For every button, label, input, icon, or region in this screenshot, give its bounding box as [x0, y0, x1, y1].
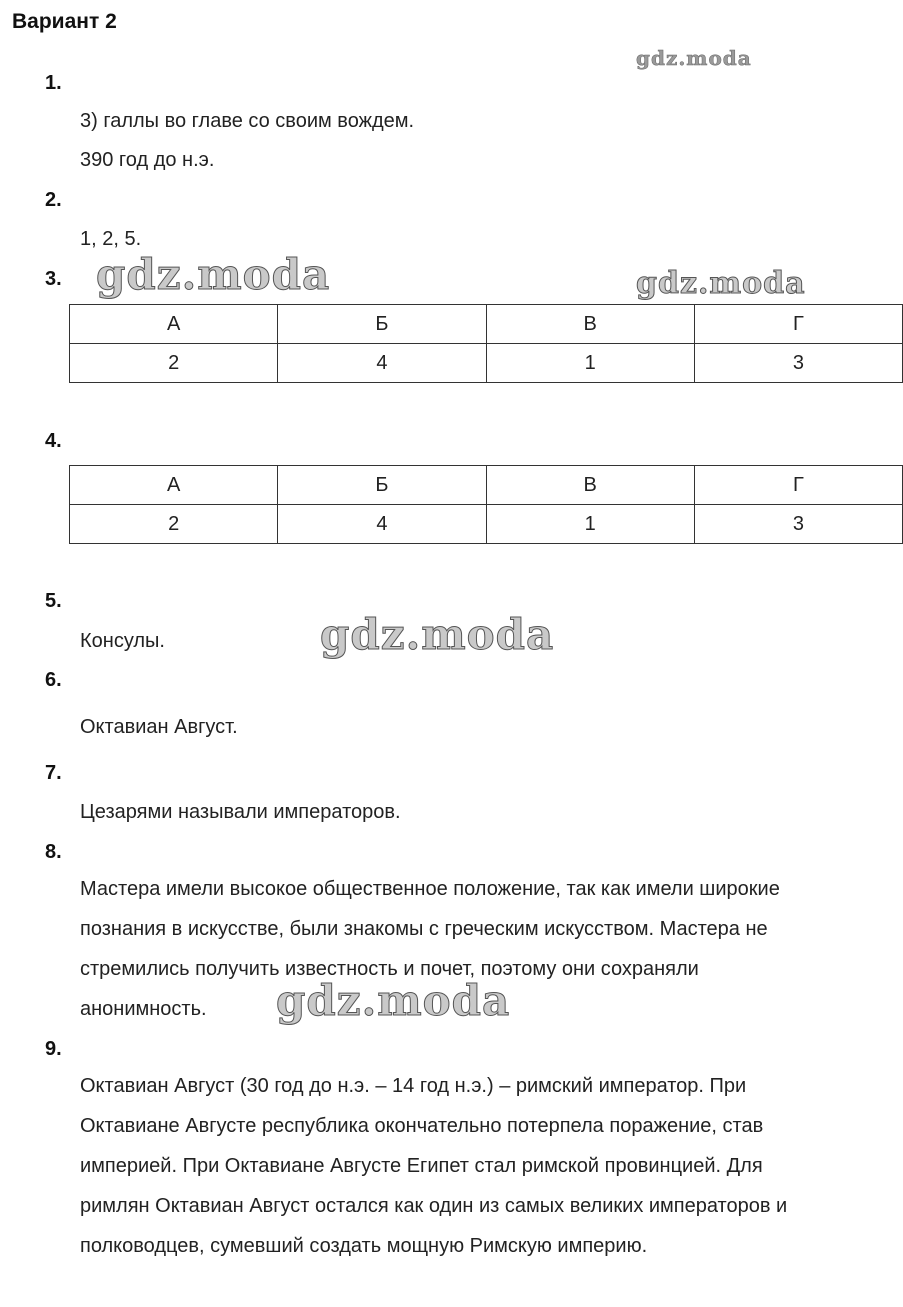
table-header-cell: А: [70, 305, 278, 344]
watermark-left: gdz.moda: [96, 250, 331, 299]
question-number-1: 1.: [45, 72, 62, 94]
table-row: [70, 344, 903, 383]
answer-9-line: полководцев, сумевший создать мощную Римскую империю.: [80, 1235, 648, 1257]
page-title: Вариант 2: [12, 10, 117, 33]
table-header-row: [70, 305, 903, 344]
watermark-top: gdz.moda: [636, 46, 752, 70]
question-number-9: 9.: [45, 1038, 62, 1060]
answer-9-line: Октавиан Август (30 год до н.э. – 14 год н.э.) – римский император. При: [80, 1075, 747, 1097]
answer-9-line: Октавиане Августе республика окончательно потерпела поражение, став: [80, 1115, 764, 1137]
answer-6: Октавиан Август.: [80, 716, 238, 738]
table-header-row: [70, 466, 903, 505]
answer-table-4: [69, 465, 903, 544]
question-number-3: 3.: [45, 268, 62, 290]
answer-9-line: римлян Октавиан Август остался как один из самых великих императоров и: [80, 1195, 788, 1217]
watermark-right: gdz.moda: [636, 266, 806, 301]
table-header-cell: В: [486, 305, 694, 344]
question-number-6: 6.: [45, 669, 62, 691]
table-cell: 2: [70, 344, 278, 383]
table-header-cell: А: [70, 466, 278, 505]
answer-1-line-1: 3) галлы во главе со своим вождем.: [80, 110, 415, 132]
table-header-cell: Б: [278, 305, 486, 344]
table-header-cell: Г: [694, 305, 902, 344]
table-cell: 3: [694, 505, 902, 544]
answer-table-3: [69, 304, 903, 383]
answer-9-line: империей. При Октавиане Августе Египет стал римской провинцией. Для: [80, 1155, 763, 1177]
answer-2: 1, 2, 5.: [80, 228, 142, 250]
answer-8-line: Мастера имели высокое общественное положение, так как имели широкие: [80, 878, 780, 900]
table-header-cell: Б: [278, 466, 486, 505]
answer-8-paragraph: [80, 869, 900, 1029]
question-number-4: 4.: [45, 430, 62, 452]
table-cell: 4: [278, 344, 486, 383]
table-row: [70, 505, 903, 544]
watermark-bottom: gdz.moda: [276, 976, 511, 1025]
answer-7: Цезарями называли императоров.: [80, 801, 401, 823]
table-cell: 1: [486, 505, 694, 544]
table-cell: 2: [70, 505, 278, 544]
question-number-5: 5.: [45, 590, 62, 612]
question-number-8: 8.: [45, 841, 62, 863]
answer-8-line: анонимность.: [80, 998, 207, 1020]
answer-9-paragraph: [80, 1066, 900, 1266]
table-cell: 4: [278, 505, 486, 544]
table-cell: 1: [486, 344, 694, 383]
answer-1-line-2: 390 год до н.э.: [80, 149, 215, 171]
table-header-cell: В: [486, 466, 694, 505]
question-number-7: 7.: [45, 762, 62, 784]
answer-5: Консулы.: [80, 630, 165, 652]
watermark-middle: gdz.moda: [320, 610, 555, 659]
table-header-cell: Г: [694, 466, 902, 505]
question-number-2: 2.: [45, 189, 62, 211]
answer-8-line: познания в искусстве, были знакомы с греческим искусством. Мастера не: [80, 918, 768, 940]
answer-8-line: стремились получить известность и почет, поэтому они сохраняли: [80, 958, 699, 980]
table-cell: 3: [694, 344, 902, 383]
